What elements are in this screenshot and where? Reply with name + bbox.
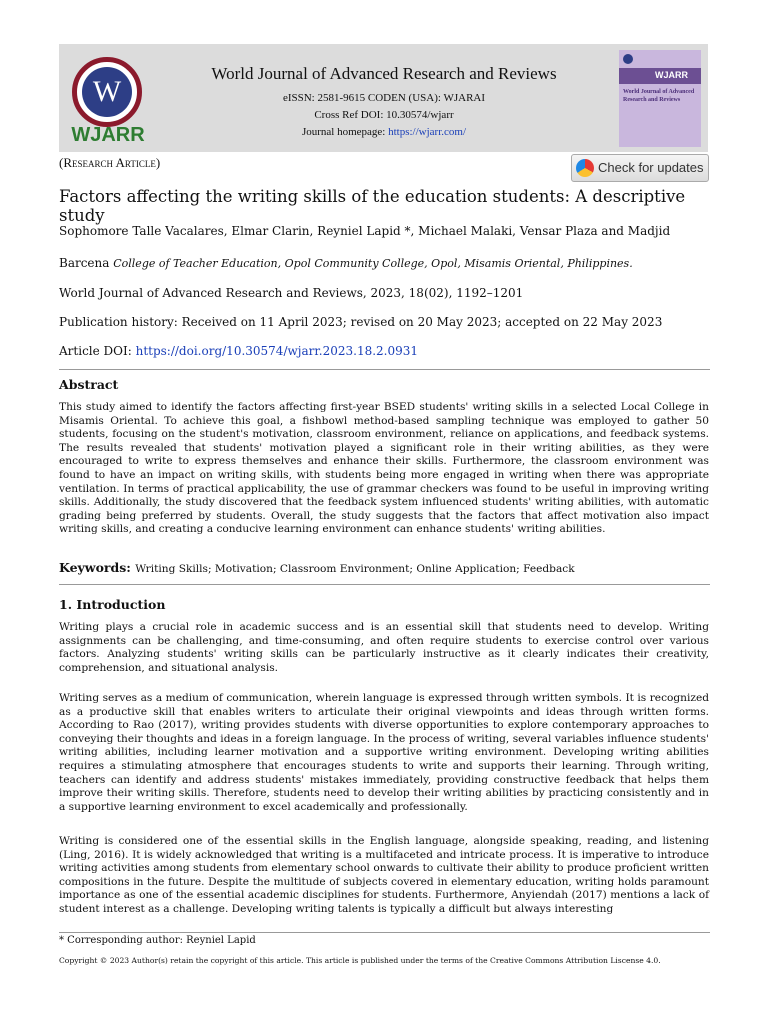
homepage-link[interactable]: https://wjarr.com/ bbox=[388, 126, 467, 138]
doi-label: Article DOI: bbox=[59, 344, 136, 358]
check-updates-button[interactable] bbox=[571, 154, 709, 182]
divider bbox=[59, 369, 710, 370]
homepage-line bbox=[159, 126, 609, 138]
abstract-text: This study aimed to identify the factors affecting first-year BSED students' writing skills in a selected Local College in Misamis Oriental. To achieve this goal, a fishbowl method-based sampling technique was employed to gather 50 students, focusing on the student's motivation, classroom environment, reliance on applications, and feedback systems. The results revealed that students' motivation played a significant role in their writing abilities, as they were encouraged to write to express themselves and enhance their skills. Furthermore, the classroom environment was found to have an impact on writing skills, with students being more engaged in writing when there was appropriate ventilation. In terms of practical applicability, the use of grammar checkers was found to be useful in improving writing skills. Additionally, the study discovered that the feedback system influenced students' writing abilities, with automatic grading being preferred by students. Overall, the study suggests that the factors that affect motivation also impact writing skills, and creating a conducive learning environment can enhance students' writing abilities. bbox=[59, 401, 709, 536]
author-last: Barcena bbox=[59, 256, 114, 270]
copyright: Copyright © 2023 Author(s) retain the copyright of this article. This article is published under the terms of the Creative Commons Attribution Liscense 4.0. bbox=[59, 956, 661, 965]
divider bbox=[59, 932, 710, 933]
crossref-line: Cross Ref DOI: 10.30574/wjarr bbox=[314, 109, 454, 121]
doi-link[interactable]: https://doi.org/10.30574/wjarr.2023.18.2.0931 bbox=[135, 344, 419, 358]
crossmark-icon bbox=[576, 159, 594, 177]
footnote: * Corresponding author: Reyniel Lapid bbox=[59, 935, 256, 946]
cover-title: World Journal of Advanced Research and Reviews bbox=[623, 89, 695, 103]
doi-line bbox=[59, 344, 709, 358]
homepage-label: Journal homepage: bbox=[301, 126, 389, 138]
keywords-label: Keywords: bbox=[59, 560, 136, 575]
journal-logo bbox=[72, 57, 142, 127]
cover-tag: WJARR bbox=[655, 70, 688, 80]
publication-history: Publication history: Received on 11 April 2023; revised on 20 May 2023; accepted on 22 May 2023 bbox=[59, 315, 663, 329]
keywords-text: Writing Skills; Motivation; Classroom Environment; Online Application; Feedback bbox=[135, 563, 575, 575]
journal-cover bbox=[619, 50, 701, 147]
journal-header bbox=[59, 44, 708, 152]
authors-affiliation bbox=[59, 256, 709, 270]
intro-heading: 1. Introduction bbox=[59, 597, 166, 612]
journal-name: World Journal of Advanced Research and Reviews bbox=[211, 64, 557, 83]
article-type: (Research Article) bbox=[59, 155, 161, 170]
intro-paragraph: Writing is considered one of the essential skills in the English language, alongside speaking, reading, and listening (Ling, 2016). It is widely acknowledged that writing is a multifaceted and intricate process. It is imperative to introduce writing activities among students from elementary school onwards to cultivate their ability to produce proficient written compositions in the future. Despite the multitude of subjects covered in elementary education, writing holds paramount importance as one of the essential academic disciplines for students. Furthermore, Anyiendah (2017) mentions a lack of student interest as a challenge. Developing writing talents is typically a difficult but always interesting bbox=[59, 835, 709, 915]
issn-line: eISSN: 2581-9615 CODEN (USA): WJARAI bbox=[282, 92, 486, 104]
logo-letter: W bbox=[82, 67, 132, 117]
logo-text: WJARR bbox=[71, 124, 145, 146]
article-title: Factors affecting the writing skills of the education students: A descriptive study bbox=[59, 187, 686, 225]
affiliation: College of Teacher Education, Opol Community College, Opol, Misamis Oriental, Philippines. bbox=[113, 257, 633, 270]
abstract-heading: Abstract bbox=[59, 377, 119, 392]
keywords bbox=[59, 557, 709, 576]
intro-paragraph: Writing serves as a medium of communication, wherein language is expressed through written symbols. It is recognized as a productive skill that enables writers to articulate their original viewpoints and ideas through written forms. According to Rao (2017), writing provides students with diverse opportunities to explore contemporary approaches to conveying their thoughts and ideas in a foreign language. In the process of writing, several variables influence students' writing abilities, including learner motivation and a supportive writing environment. Developing writing abilities requires a stimulating atmosphere that encourages students to write and supports their learning. Through writing, teachers can identify and address students' mistakes immediately, providing constructive feedback that helps them improve their writing skills. Therefore, students need to develop their writing abilities by practicing consistently and in a supportive learning environment to excel academically and professionally. bbox=[59, 692, 709, 813]
citation: World Journal of Advanced Research and Reviews, 2023, 18(02), 1192–1201 bbox=[59, 286, 524, 300]
check-updates-label: Check for updates bbox=[598, 160, 704, 175]
divider bbox=[59, 584, 710, 585]
authors-line: Sophomore Talle Vacalares, Elmar Clarin, Reyniel Lapid *, Michael Malaki, Vensar Plaza and Madjid bbox=[59, 224, 671, 238]
cover-emblem-icon bbox=[623, 54, 633, 64]
intro-paragraph: Writing plays a crucial role in academic success and is an essential skill that students need to develop. Writing assignments can be challenging, and time-consuming, and often require students to exercise control over various factors. Analyzing students' writing skills can be particularly instructive as it clearly indicates their creativity, comprehension, and situational analysis. bbox=[59, 621, 709, 674]
